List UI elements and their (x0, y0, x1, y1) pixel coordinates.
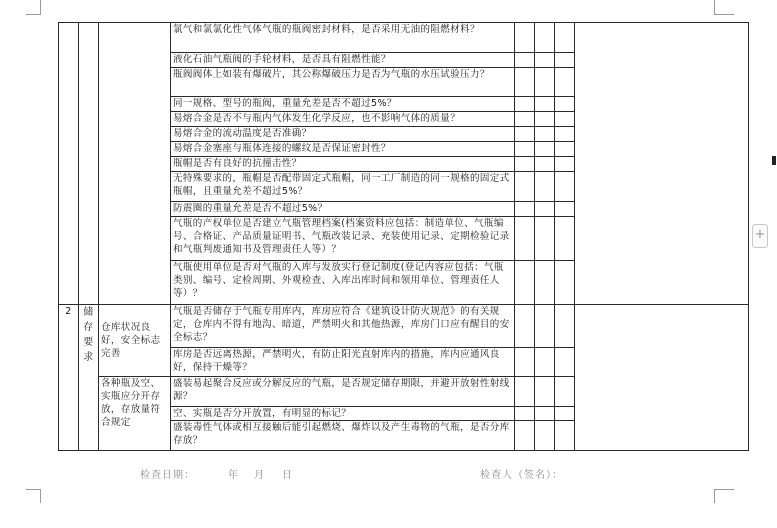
check-item: 易熔合金塞座与瓶体连接的螺纹是否保证密封性？ (171, 142, 515, 157)
subcategory-cell (99, 23, 171, 305)
result-cell[interactable] (515, 305, 535, 348)
check-item: 氯气和氯氯化性气体气瓶的瓶阀密封材料，是否采用无油的阻燃材料？ (171, 23, 515, 53)
check-item: 空、实瓶是否分开放置，有明显的标记？ (171, 407, 515, 421)
result-cell[interactable] (515, 407, 535, 421)
date-year-label: 年 (228, 470, 239, 481)
remarks-cell[interactable] (575, 305, 749, 451)
result-cell[interactable] (555, 127, 575, 142)
remarks-cell[interactable] (575, 23, 749, 305)
result-cell[interactable] (535, 23, 555, 53)
result-cell[interactable] (535, 377, 555, 407)
result-cell[interactable] (555, 172, 575, 202)
check-item: 气瓶是否储存于气瓶专用库内，库房应符合《建筑设计防火规范》的有关规定，仓库内不得有地沟、暗道，严禁明火和其他热源，库房门口应有醒目的安全标志？ (171, 305, 515, 348)
crop-mark (714, 489, 734, 490)
result-cell[interactable] (515, 112, 535, 127)
category-label: 储存要求 (79, 305, 99, 451)
result-cell[interactable] (515, 157, 535, 172)
result-cell[interactable] (535, 53, 555, 68)
result-cell[interactable] (555, 407, 575, 421)
scroll-edge-marker (772, 156, 776, 165)
inspector-signature-label: 检查人（签名）： (480, 470, 563, 481)
result-cell[interactable] (515, 127, 535, 142)
crop-mark (714, 0, 715, 14)
result-cell[interactable] (555, 217, 575, 261)
result-cell[interactable] (555, 53, 575, 68)
result-cell[interactable] (515, 53, 535, 68)
result-cell[interactable] (535, 68, 555, 97)
check-item: 同一规格、型号的瓶阀，重量允差是否不超过5%？ (171, 97, 515, 112)
date-month-label: 月 (254, 470, 265, 481)
result-cell[interactable] (555, 97, 575, 112)
result-cell[interactable] (535, 112, 555, 127)
result-cell[interactable] (535, 157, 555, 172)
result-cell[interactable] (555, 202, 575, 217)
check-item: 盛装易起聚合反应或分解反应的气瓶，是否规定储存期限，并避开放射性射线源？ (171, 377, 515, 407)
result-cell[interactable] (535, 97, 555, 112)
result-cell[interactable] (555, 68, 575, 97)
subcategory-label: 仓库状况良好，安全标志完善 (99, 305, 171, 377)
result-cell[interactable] (535, 217, 555, 261)
date-day-label: 日 (282, 470, 293, 481)
crop-mark (26, 489, 41, 490)
check-item: 气瓶的产权单位是否建立气瓶管理档案(档案资料应包括：制造单位、气瓶编号、合格证、产品质量证明书、气瓶改装记录、充装使用记录、定期检验记录和气瓶判废通知书及管理责任人等）？ (171, 217, 515, 261)
inspection-table (58, 22, 749, 451)
check-item: 易熔合金的流动温度是否准确？ (171, 127, 515, 142)
check-item: 液化石油气瓶阀的手轮材料，是否具有阻燃性能？ (171, 53, 515, 68)
crop-mark (40, 0, 41, 14)
result-cell[interactable] (515, 421, 535, 451)
table-row (59, 23, 749, 53)
result-cell[interactable] (535, 142, 555, 157)
result-cell[interactable] (515, 261, 535, 305)
result-cell[interactable] (515, 348, 535, 377)
result-cell[interactable] (515, 217, 535, 261)
check-item: 库房是否远离热源，严禁明火，有防止阳光直射库内的措施，库内应通风良好，保持干燥等？ (171, 348, 515, 377)
check-item: 防震圈的重量允差是否不超过5%？ (171, 202, 515, 217)
result-cell[interactable] (555, 348, 575, 377)
result-cell[interactable] (535, 127, 555, 142)
subcategory-label: 各种瓶及空、实瓶应分开存放，存放量符合规定 (99, 377, 171, 451)
result-cell[interactable] (535, 305, 555, 348)
result-cell[interactable] (515, 68, 535, 97)
result-cell[interactable] (535, 202, 555, 217)
result-cell[interactable] (535, 348, 555, 377)
result-cell[interactable] (535, 407, 555, 421)
crop-mark (26, 14, 41, 15)
result-cell[interactable] (535, 261, 555, 305)
crop-mark (714, 14, 734, 15)
inspection-date-label: 检查日期： (140, 470, 195, 481)
result-cell[interactable] (515, 142, 535, 157)
item-number: 2 (59, 305, 79, 451)
check-item: 气瓶使用单位是否对气瓶的入库与发放实行登记制度(登记内容应包括：气瓶类别、编号、定检周期、外观检查、入库出库时间和领用单位、管理责任人等）？ (171, 261, 515, 305)
result-cell[interactable] (515, 202, 535, 217)
result-cell[interactable] (555, 305, 575, 348)
result-cell[interactable] (535, 172, 555, 202)
category-cell (79, 23, 99, 305)
result-cell[interactable] (555, 157, 575, 172)
result-cell[interactable] (515, 377, 535, 407)
check-item: 无特殊要求的，瓶帽是否配带固定式瓶帽，同一工厂制造的同一规格的固定式瓶帽，且重量允差不超过5%？ (171, 172, 515, 202)
result-cell[interactable] (555, 23, 575, 53)
result-cell[interactable] (515, 97, 535, 112)
table-row (59, 305, 749, 348)
crop-mark (40, 489, 41, 503)
result-cell[interactable] (515, 172, 535, 202)
result-cell[interactable] (535, 421, 555, 451)
check-item: 易熔合金是否不与瓶内气体发生化学反应，也不影响气体的质量？ (171, 112, 515, 127)
result-cell[interactable] (555, 421, 575, 451)
result-cell[interactable] (555, 142, 575, 157)
check-item: 瓶阀阀体上如装有爆破片，其公称爆破压力是否为气瓶的水压试验压力？ (171, 68, 515, 97)
result-cell[interactable] (555, 112, 575, 127)
result-cell[interactable] (555, 261, 575, 305)
result-cell[interactable] (515, 23, 535, 53)
expand-handle[interactable]: + (752, 224, 768, 248)
check-item: 盛装毒性气体或相互接触后能引起燃烧、爆炸以及产生毒物的气瓶，是否分库存放？ (171, 421, 515, 451)
result-cell[interactable] (555, 377, 575, 407)
number-cell (59, 23, 79, 305)
crop-mark (714, 489, 715, 503)
check-item: 瓶帽是否有良好的抗撞击性？ (171, 157, 515, 172)
